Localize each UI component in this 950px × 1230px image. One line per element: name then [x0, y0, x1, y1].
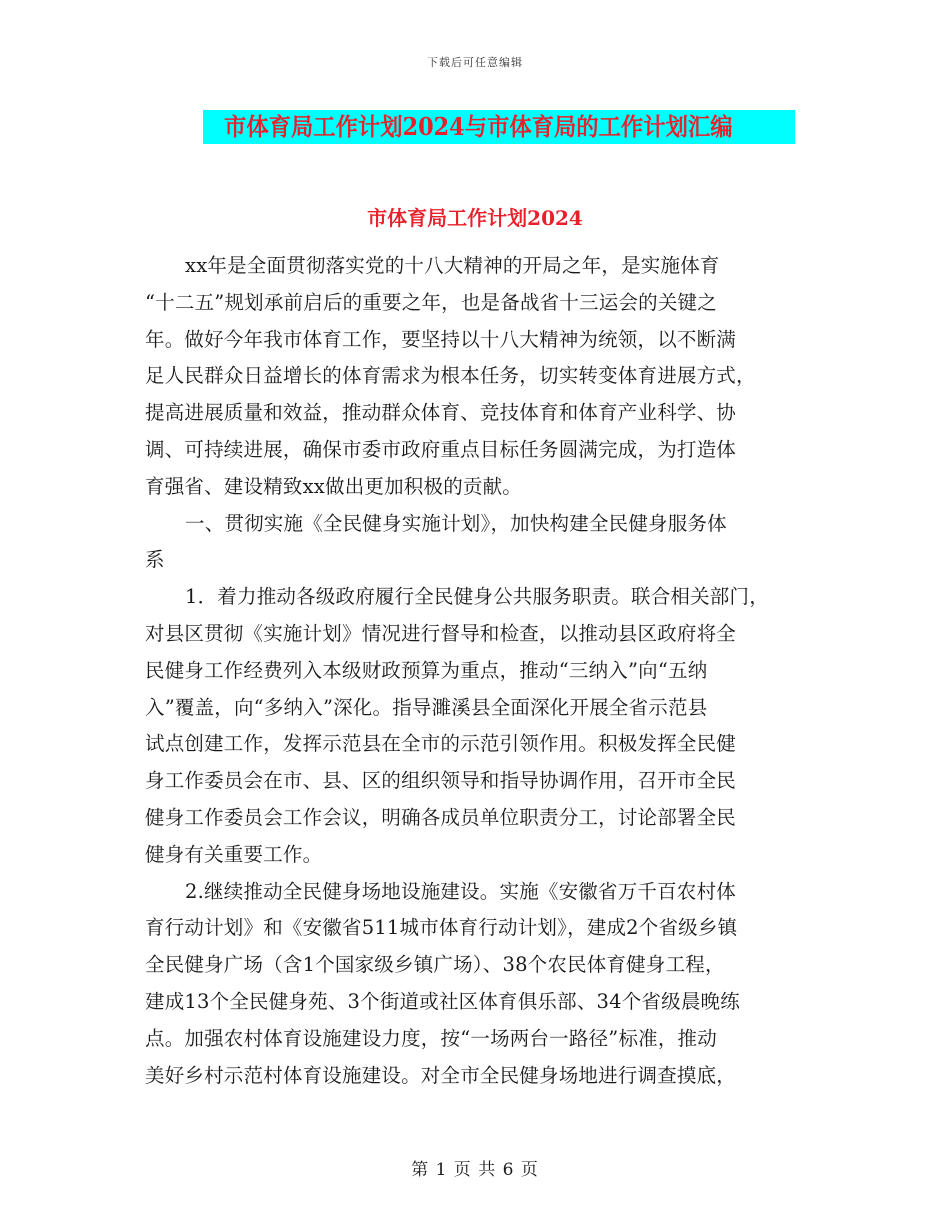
- paragraph-line: 育强省、建设精致xx做出更加积极的贡献。: [145, 474, 522, 498]
- paragraph-line: 育行动计划》和《安徽省511城市体育行动计划》，建成2个省级乡镇: [145, 916, 738, 940]
- section-title: 市体育局工作计划2024: [367, 206, 583, 230]
- heading-line: 一、贯彻实施《全民健身实施计划》，加快构建全民健身服务体: [185, 511, 727, 535]
- paragraph-line: 足人民群众日益增长的体育需求为根本任务，切实转变体育进展方式，: [145, 364, 756, 388]
- paragraph-line: “十二五”规划承前启后的重要之年，也是备战省十三运会的关键之: [145, 290, 717, 314]
- paragraph-line: 试点创建工作，发挥示范县在全市的示范引领作用。积极发挥全民健: [145, 732, 737, 756]
- heading-line: 系: [145, 548, 165, 572]
- paragraph-line: 身工作委员会在市、县、区的组织领导和指导协调作用，召开市全民: [145, 769, 737, 793]
- paragraph-line: 健身有关重要工作。: [145, 842, 323, 866]
- document-title-highlight: [203, 110, 795, 144]
- paragraph-line: 对县区贯彻《实施计划》情况进行督导和检查，以推动县区政府将全: [145, 621, 737, 645]
- paragraph-line: 年。做好今年我市体育工作，要坚持以十八大精神为统领，以不断满: [145, 327, 737, 351]
- paragraph-line: 提高进展质量和效益，推动群众体育、竞技体育和体育产业科学、协: [145, 401, 737, 425]
- paragraph-line: 入”覆盖，向“多纳入”深化。指导濉溪县全面深化开展全省示范县: [145, 695, 708, 719]
- paragraph-line: 调、可持续进展，确保市委市政府重点目标任务圆满完成，为打造体: [145, 437, 737, 461]
- document-title: 市体育局工作计划2024与市体育局的工作计划汇编: [224, 112, 733, 141]
- paragraph-line: xx年是全面贯彻落实党的十八大精神的开局之年，是实施体育: [185, 254, 720, 277]
- paragraph-line: 健身工作委员会工作会议，明确各成员单位职责分工，讨论部署全民: [145, 805, 737, 829]
- page-number: 第 1 页 共 6 页: [411, 1160, 539, 1180]
- paragraph-line: 民健身工作经费列入本级财政预算为重点，推动“三纳入”向“五纳: [145, 658, 708, 682]
- paragraph-line: 2.继续推动全民健身场地设施建设。实施《安徽省万千百农村体: [185, 879, 736, 903]
- paragraph-line: 建成13个全民健身苑、3个街道或社区体育俱乐部、34个省级晨晚练: [145, 989, 740, 1013]
- paragraph-line: 点。加强农村体育设施建设力度，按“一场两台一路径”标准，推动: [145, 1026, 717, 1050]
- paragraph-line: 全民健身广场（含1个国家级乡镇广场）、38个农民体育健身工程，: [145, 953, 725, 977]
- body-text: [145, 252, 805, 1098]
- paragraph-line: 美好乡村示范村体育设施建设。对全市全民健身场地进行调查摸底，: [145, 1063, 737, 1087]
- header-note: 下载后可任意编辑: [427, 56, 523, 69]
- paragraph-line: 1．着力推动各级政府履行全民健身公共服务职责。联合相关部门，: [185, 585, 769, 609]
